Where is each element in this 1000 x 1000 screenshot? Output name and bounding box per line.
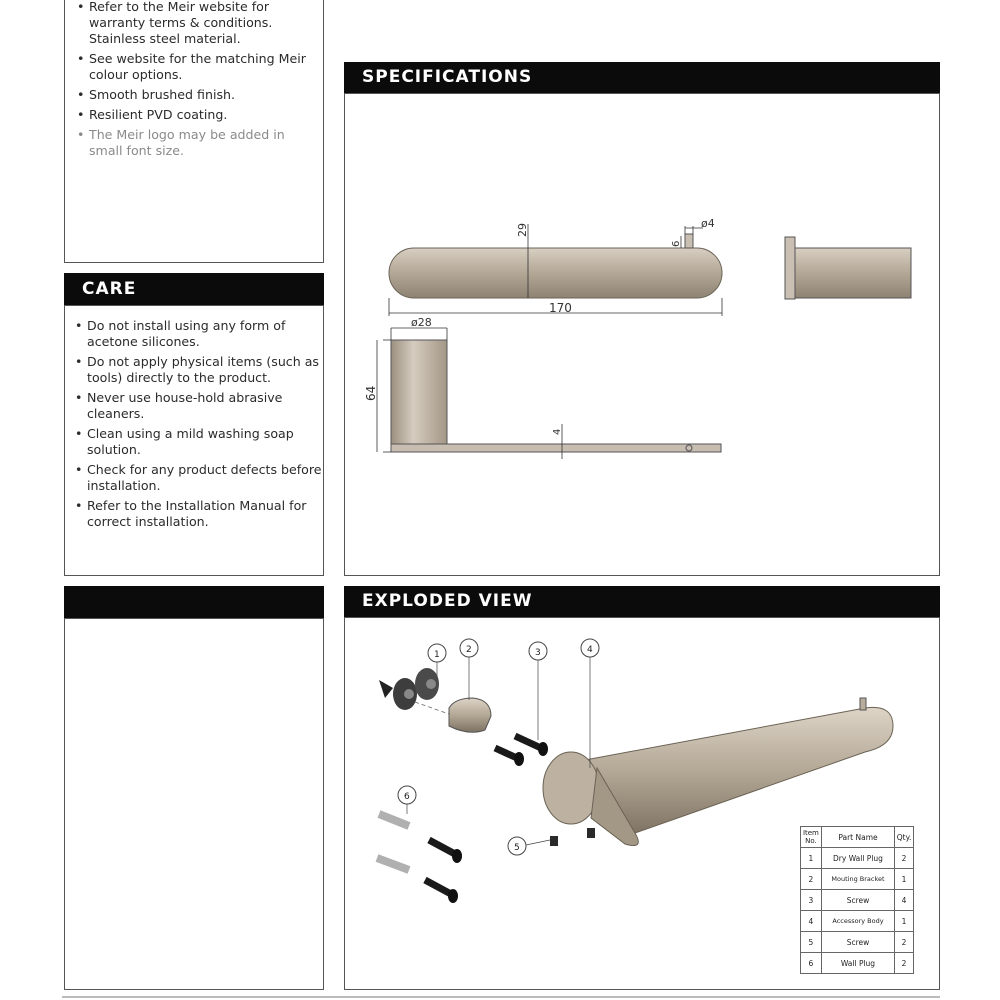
exploded-panel [344, 617, 940, 990]
end-view-plate [785, 237, 795, 299]
row-no: 1 [801, 848, 822, 869]
row-qty: 1 [895, 869, 914, 890]
table-row [801, 848, 914, 869]
care-item: • Never use house-hold abrasive cleaners. [73, 390, 323, 422]
side-view-arm [391, 444, 721, 452]
dim-pin-dia: ø4 [701, 217, 715, 230]
callout-6 [398, 786, 416, 814]
dim-length: 170 [549, 301, 572, 315]
features-list [75, 0, 315, 163]
set-screw [587, 828, 595, 838]
callout-2 [460, 639, 478, 700]
row-name: Screw [821, 890, 894, 911]
parts-table-header-row [801, 827, 914, 848]
care-item: • Do not install using any form of acetone silicones. [73, 318, 323, 350]
row-name: Wall Plug [821, 953, 894, 974]
col-qty: Qty. [895, 827, 914, 848]
svg-text:2: 2 [466, 645, 472, 655]
row-qty: 2 [895, 953, 914, 974]
pin [685, 234, 693, 248]
row-name: Dry Wall Plug [821, 848, 894, 869]
dim-projection: 64 [364, 385, 378, 401]
svg-text:4: 4 [587, 645, 593, 655]
set-screw [550, 836, 558, 846]
end-view-body [795, 248, 911, 298]
table-row [801, 911, 914, 932]
specifications-panel [344, 93, 940, 576]
table-row [801, 890, 914, 911]
table-row [801, 869, 914, 890]
callout-3 [529, 642, 547, 740]
feature-extra-text: Stainless steel material. [89, 31, 241, 46]
care-panel [64, 305, 324, 576]
specifications-drawing [345, 94, 939, 575]
col-item-no: Item No. [801, 827, 822, 848]
row-qty: 2 [895, 848, 914, 869]
features-panel [64, 0, 324, 263]
care-item: • Do not apply physical items (such as tools) directly to the product. [73, 354, 323, 386]
row-name: Mouting Bracket [821, 869, 894, 890]
svg-text:5: 5 [514, 843, 520, 853]
feature-item [75, 0, 315, 47]
dim-diameter: ø28 [411, 316, 432, 329]
parts-table [800, 826, 914, 974]
row-no: 4 [801, 911, 822, 932]
row-no: 2 [801, 869, 822, 890]
row-name: Accessory Body [821, 911, 894, 932]
specifications-header: SPECIFICATIONS [344, 62, 940, 93]
feature-item: • Smooth brushed finish. [75, 87, 315, 103]
dim-height: 29 [516, 223, 529, 237]
row-no: 5 [801, 932, 822, 953]
col-part-name: Part Name [821, 827, 894, 848]
callout-4 [581, 639, 599, 768]
svg-text:3: 3 [535, 648, 541, 658]
exploded-header: EXPLODED VIEW [344, 586, 940, 617]
dim-hole-depth: 6 [671, 240, 682, 247]
row-qty: 4 [895, 890, 914, 911]
bracket-screws [495, 736, 548, 766]
feature-item: • Resilient PVD coating. [75, 107, 315, 123]
row-qty: 1 [895, 911, 914, 932]
dim-thickness: 4 [552, 428, 563, 435]
callout-5 [508, 837, 550, 855]
care-item: • Check for any product defects before installation. [73, 462, 323, 494]
blank-panel [64, 618, 324, 990]
care-list [73, 318, 323, 534]
wall-plugs [377, 814, 462, 903]
accessory-body [543, 698, 893, 846]
table-row [801, 953, 914, 974]
feature-item: • See website for the matching Meir colour options. [75, 51, 315, 83]
row-name: Screw [821, 932, 894, 953]
feature-item: • The Meir logo may be added in small font size. [75, 127, 315, 159]
top-view-body [389, 248, 722, 298]
svg-text:1: 1 [434, 650, 440, 660]
row-no: 3 [801, 890, 822, 911]
table-row [801, 932, 914, 953]
svg-text:6: 6 [404, 792, 410, 802]
footer-rule [62, 996, 940, 998]
blank-header [64, 586, 324, 618]
care-item: • Refer to the Installation Manual for correct installation. [73, 498, 323, 530]
care-header: CARE [64, 273, 324, 305]
care-item: • Clean using a mild washing soap solution. [73, 426, 323, 458]
row-no: 6 [801, 953, 822, 974]
dry-wall-plugs [379, 668, 439, 710]
side-view-cylinder [391, 340, 447, 452]
feature-text: Refer to the Meir website for warranty terms & conditions. [89, 0, 273, 30]
mounting-bracket [449, 698, 491, 732]
row-qty: 2 [895, 932, 914, 953]
